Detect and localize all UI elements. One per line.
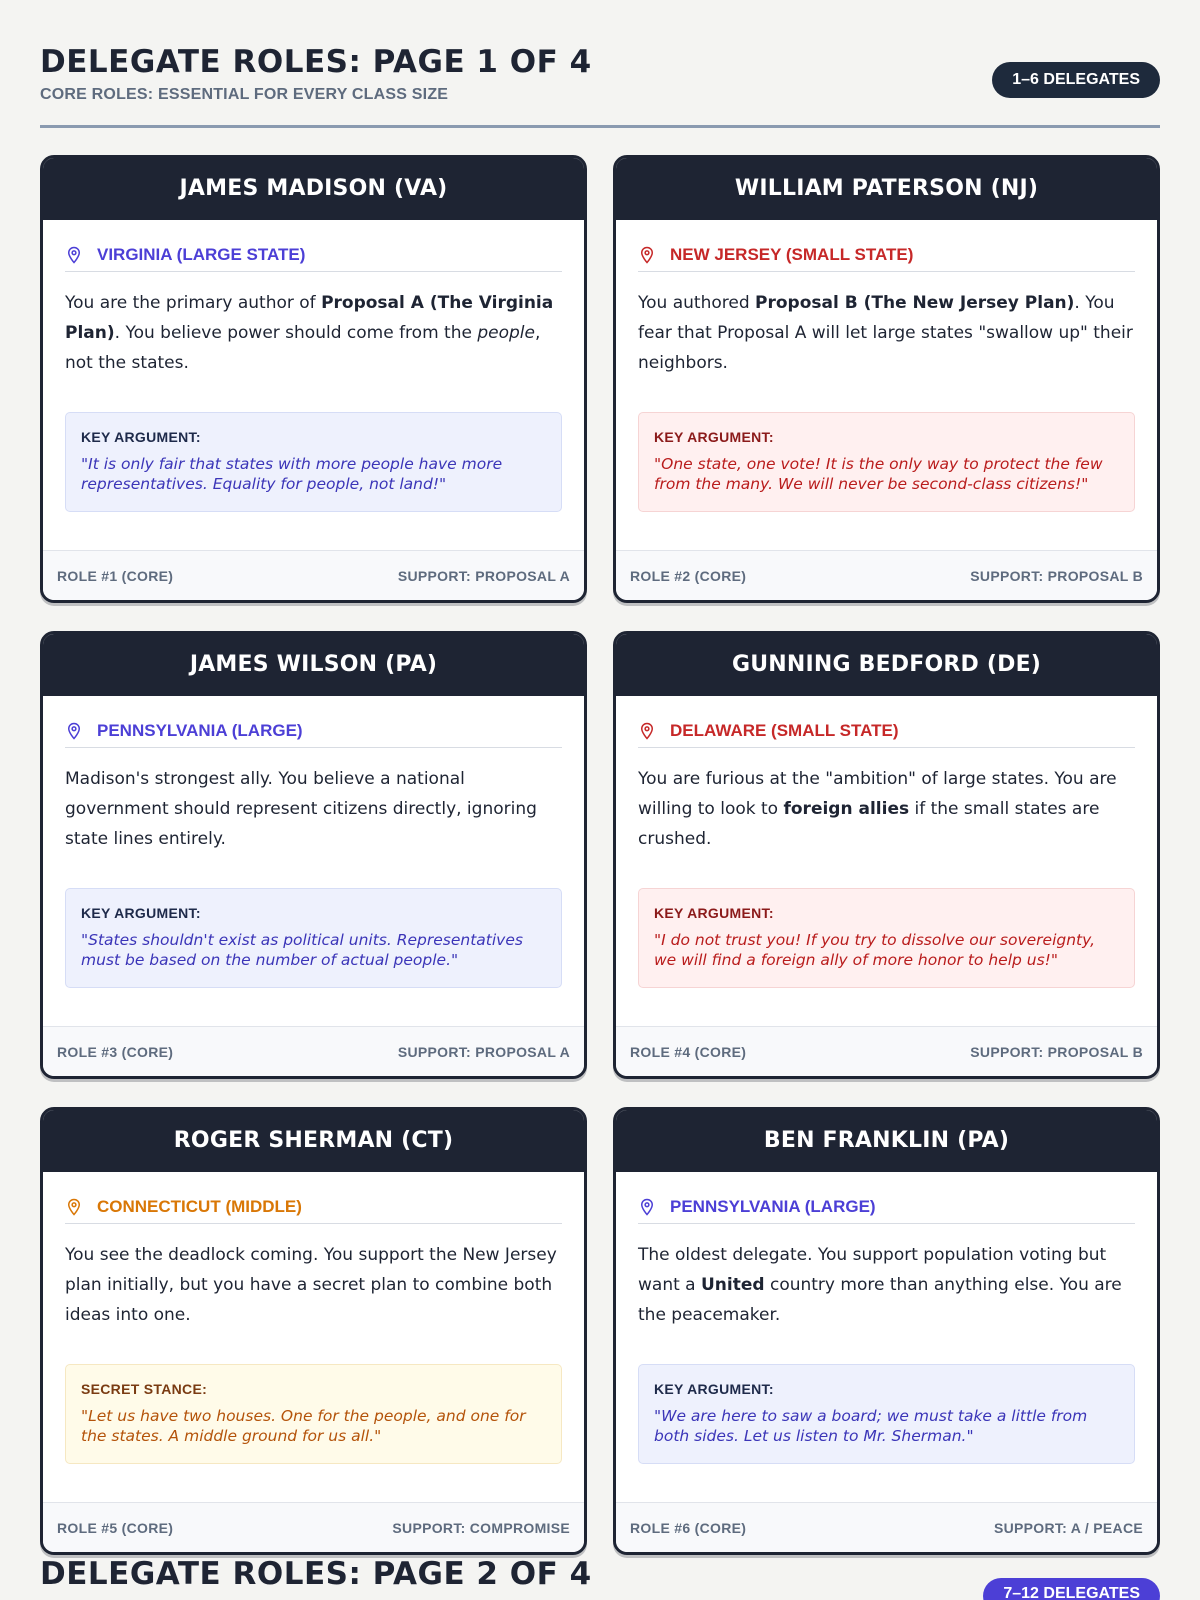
role-description: Madison's strongest ally. You believe a national government should represent citizens directly, ignoring state lines entirely.: [65, 769, 537, 849]
argument-quote: "States shouldn't exist as political units. Representatives must be based on the number of actual people.": [81, 931, 523, 969]
state-line: [638, 714, 1135, 748]
delegate-name: BEN FRANKLIN (PA): [616, 1110, 1157, 1172]
role-card: [613, 631, 1160, 1079]
state-line: [638, 1190, 1135, 1224]
map-pin-icon: [638, 246, 656, 264]
card-footer: [43, 550, 584, 600]
card-footer: [616, 550, 1157, 600]
role-description: You authored Proposal B (The New Jersey Plan). You fear that Proposal A will let large states "swallow up" their neighbors.: [638, 293, 1133, 373]
delegate-name: ROGER SHERMAN (CT): [43, 1110, 584, 1172]
delegate-name: WILLIAM PATERSON (NJ): [616, 158, 1157, 220]
role-card: [613, 1107, 1160, 1555]
role-description: You see the deadlock coming. You support the New Jersey plan initially, but you have a secret plan to combine both ideas into one.: [65, 1245, 557, 1325]
card-footer: [43, 1502, 584, 1552]
state-line: [65, 714, 562, 748]
support-label: SUPPORT: COMPROMISE: [392, 1519, 570, 1536]
delegate-name: GUNNING BEDFORD (DE): [616, 634, 1157, 696]
argument-box: [638, 888, 1135, 988]
state-label: NEW JERSEY (SMALL STATE): [670, 244, 914, 264]
page2-title: DELEGATE ROLES: PAGE 2 OF 4: [40, 1556, 592, 1592]
page-header: [40, 44, 1160, 128]
argument-quote: "It is only fair that states with more people have more representatives. Equality for people, not land!": [81, 455, 503, 493]
argument-box: [65, 1364, 562, 1464]
argument-label: KEY ARGUMENT:: [654, 905, 774, 921]
argument-label: KEY ARGUMENT:: [81, 905, 201, 921]
argument-label: SECRET STANCE:: [81, 1381, 208, 1397]
role-card: [40, 631, 587, 1079]
argument-box: [638, 412, 1135, 512]
state-label: CONNECTICUT (MIDDLE): [97, 1196, 302, 1216]
argument-label: KEY ARGUMENT:: [81, 429, 201, 445]
map-pin-icon: [65, 246, 83, 264]
map-pin-icon: [65, 1198, 83, 1216]
role-description: You are the primary author of Proposal A (The Virginia Plan). You believe power should come from the people, not the states.: [65, 293, 554, 373]
state-label: DELAWARE (SMALL STATE): [670, 720, 899, 740]
delegate-name: JAMES WILSON (PA): [43, 634, 584, 696]
argument-quote: "Let us have two houses. One for the people, and one for the states. A middle ground for us all.": [81, 1407, 526, 1445]
support-label: SUPPORT: PROPOSAL B: [970, 567, 1143, 584]
argument-label: KEY ARGUMENT:: [654, 429, 774, 445]
state-line: [638, 238, 1135, 272]
argument-quote: "I do not trust you! If you try to dissolve our sovereignty, we will find a foreign ally of more honor to help us!": [654, 931, 1096, 969]
role-card: [40, 155, 587, 603]
argument-label: KEY ARGUMENT:: [654, 1381, 774, 1397]
role-number: ROLE #2 (CORE): [630, 567, 747, 584]
role-description: The oldest delegate. You support population voting but want a United country more than anything else. You are the peacemaker.: [638, 1245, 1122, 1325]
page-title: DELEGATE ROLES: PAGE 1 OF 4: [40, 44, 592, 80]
state-label: PENNSYLVANIA (LARGE): [97, 720, 303, 740]
argument-box: [65, 412, 562, 512]
support-label: SUPPORT: PROPOSAL A: [397, 567, 570, 584]
argument-box: [638, 1364, 1135, 1464]
map-pin-icon: [65, 722, 83, 740]
map-pin-icon: [638, 1198, 656, 1216]
argument-quote: "One state, one vote! It is the only way to protect the few from the many. We will never be second-class citizens!": [654, 455, 1103, 493]
role-card: [613, 155, 1160, 603]
state-line: [65, 238, 562, 272]
argument-quote: "We are here to saw a board; we must take a little from both sides. Let us listen to Mr. Sherman.": [654, 1407, 1088, 1445]
state-label: PENNSYLVANIA (LARGE): [670, 1196, 876, 1216]
support-label: SUPPORT: PROPOSAL A: [397, 1043, 570, 1060]
role-number: ROLE #6 (CORE): [630, 1519, 747, 1536]
state-label: VIRGINIA (LARGE STATE): [97, 244, 306, 264]
role-description: You are furious at the "ambition" of large states. You are willing to look to foreign allies if the small states are crushed.: [638, 769, 1117, 849]
card-footer: [616, 1502, 1157, 1552]
page-subtitle: CORE ROLES: ESSENTIAL FOR EVERY CLASS SIZE: [40, 86, 449, 103]
card-footer: [43, 1026, 584, 1076]
state-line: [65, 1190, 562, 1224]
role-number: ROLE #1 (CORE): [57, 567, 174, 584]
page2-delegate-count-badge: 7–12 DELEGATES: [983, 1578, 1160, 1600]
role-number: ROLE #5 (CORE): [57, 1519, 174, 1536]
card-footer: [616, 1026, 1157, 1076]
delegate-count-badge: 1–6 DELEGATES: [992, 62, 1160, 98]
delegate-name: JAMES MADISON (VA): [43, 158, 584, 220]
role-card: [40, 1107, 587, 1555]
map-pin-icon: [638, 722, 656, 740]
support-label: SUPPORT: PROPOSAL B: [970, 1043, 1143, 1060]
role-number: ROLE #4 (CORE): [630, 1043, 747, 1060]
page2-header: [40, 1556, 1160, 1600]
support-label: SUPPORT: A / PEACE: [993, 1519, 1143, 1536]
argument-box: [65, 888, 562, 988]
role-number: ROLE #3 (CORE): [57, 1043, 174, 1060]
